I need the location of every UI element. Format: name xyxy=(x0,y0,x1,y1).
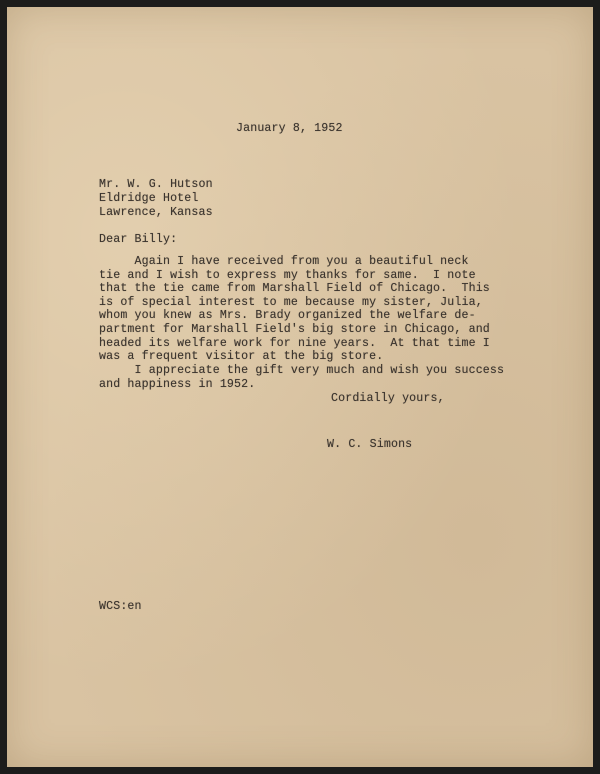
letter-page xyxy=(7,7,593,767)
letter-date: January 8, 1952 xyxy=(236,122,343,135)
body-line: headed its welfare work for nine years. At that time I xyxy=(99,336,490,350)
body-line: is of special interest to me because my sister, Julia, xyxy=(99,295,483,309)
body-line: that the tie came from Marshall Field of Chicago. This xyxy=(99,282,490,296)
recipient-name: Mr. W. G. Hutson xyxy=(99,178,213,191)
body-line: and happiness in 1952. xyxy=(99,377,256,391)
body-line: Again I have received from you a beautiful neck xyxy=(99,255,469,268)
body-paragraph-1 xyxy=(99,255,490,364)
body-line: I appreciate the gift very much and wish you success xyxy=(99,364,505,377)
body-line: partment for Marshall Field's big store in Chicago, and xyxy=(99,322,490,336)
typist-initials: WCS:en xyxy=(99,600,142,613)
recipient-hotel: Eldridge Hotel xyxy=(99,192,199,205)
body-line: whom you knew as Mrs. Brady organized the welfare de- xyxy=(99,309,476,323)
body-line: tie and I wish to express my thanks for same. I note xyxy=(99,268,476,282)
recipient-city: Lawrence, Kansas xyxy=(99,206,213,219)
signature-name: W. C. Simons xyxy=(327,438,413,451)
body-paragraph-2 xyxy=(99,364,504,391)
salutation: Dear Billy: xyxy=(99,233,178,246)
body-line: was a frequent visitor at the big store. xyxy=(99,350,384,364)
closing: Cordially yours, xyxy=(331,392,445,405)
